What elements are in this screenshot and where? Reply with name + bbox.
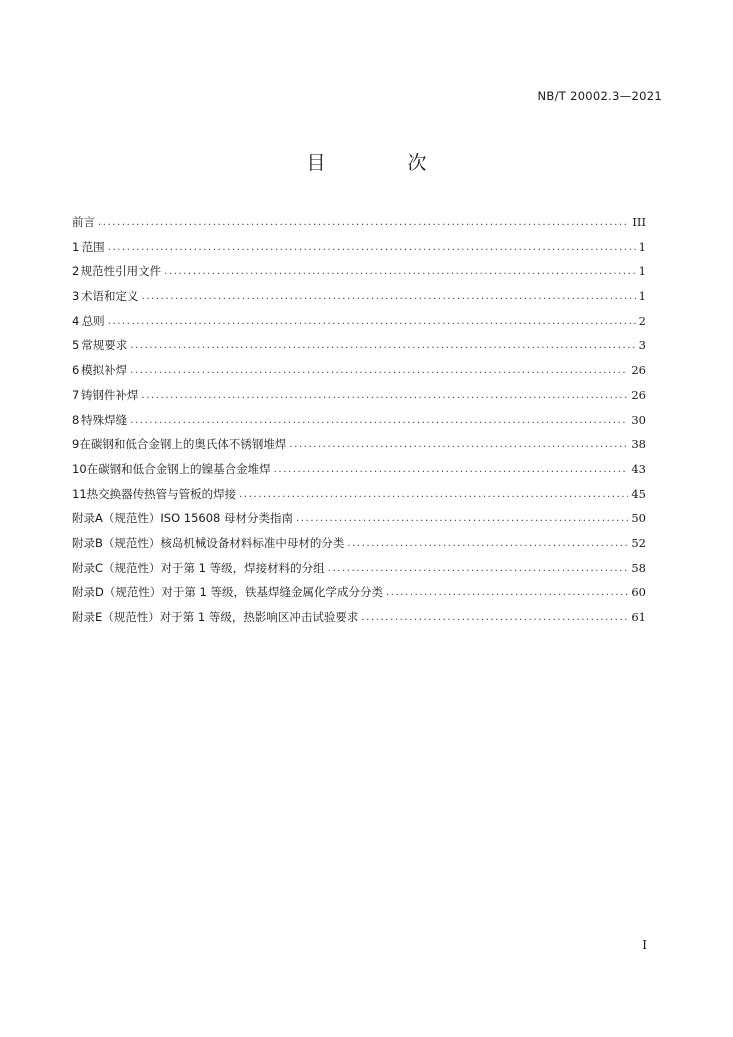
toc-entry-page: 26 [631, 363, 646, 378]
toc-entry-page: III [632, 215, 646, 229]
toc-entry-page: 60 [631, 585, 646, 600]
toc-entry-number: 1 [72, 239, 80, 254]
toc-entry-number: 附录D（规范性） [72, 585, 162, 600]
toc-entry-page: 30 [631, 412, 646, 427]
toc-leader-dots [130, 415, 628, 426]
toc-entry-number: 11 [72, 486, 87, 501]
toc-entry-title: 对于第 1 等级，铁基焊缝金属化学成分分类 [161, 585, 383, 600]
toc-entry-page: 1 [638, 289, 646, 304]
toc-entry-page: 2 [638, 313, 646, 328]
toc-entry-page: 26 [631, 387, 646, 402]
toc-entry[interactable] [72, 313, 646, 338]
toc-entry-title: 模拟补焊 [81, 363, 128, 378]
toc-entry-title: 常规要求 [81, 338, 128, 353]
toc-entry[interactable] [72, 288, 646, 313]
toc-entry[interactable] [72, 461, 646, 486]
toc-entry[interactable] [72, 535, 646, 560]
toc-leader-dots [274, 464, 629, 475]
toc-entry-title: 特殊焊缝 [81, 412, 128, 427]
toc-entry-number: 附录B（规范性） [72, 535, 161, 550]
toc-leader-dots [108, 316, 636, 327]
toc-entry-page: 50 [631, 511, 646, 526]
toc-entry-title: 范围 [81, 239, 105, 254]
toc-leader-dots [386, 587, 628, 598]
toc-leader-dots [296, 513, 628, 524]
toc-entry-number: 8 [72, 412, 80, 427]
toc-leader-dots [142, 291, 636, 302]
toc-entry-number: 10 [72, 461, 87, 476]
toc-entry-page: 1 [638, 264, 646, 279]
toc-leader-dots [239, 489, 628, 500]
toc-leader-dots [130, 340, 635, 351]
toc-leader-dots [328, 563, 629, 574]
toc-entry-title: 术语和定义 [81, 289, 139, 304]
toc-leader-dots [289, 439, 628, 450]
toc-entry[interactable] [72, 337, 646, 362]
toc-entry[interactable] [72, 263, 646, 288]
toc-entry-title: 对于第 1 等级，焊接材料的分组 [160, 560, 325, 575]
toc-entry[interactable] [72, 387, 646, 412]
toc-entry[interactable] [72, 609, 646, 634]
toc-entry[interactable] [72, 412, 646, 437]
toc-entry[interactable] [72, 510, 646, 535]
toc-leader-dots [98, 217, 629, 228]
toc-entry-title: ISO 15608 母材分类指南 [160, 511, 294, 526]
toc-entry-number: 附录C（规范性） [72, 560, 161, 575]
toc-entry-page: 38 [631, 437, 646, 452]
toc-entry-number: 7 [72, 387, 80, 402]
toc-entry-page: 1 [638, 239, 646, 254]
toc-entry-title: 铸钢件补焊 [80, 387, 139, 402]
toc-entry-number: 2 [72, 264, 80, 279]
toc-leader-dots [108, 242, 636, 253]
toc-entry-page: 61 [631, 610, 646, 624]
toc-entry-number: 9 [72, 437, 80, 452]
toc-entry-number: 3 [72, 289, 80, 304]
toc-entry-title: 在碳钢和低合金钢上的奥氏体不锈钢堆焊 [79, 437, 287, 452]
toc-entry-page: 43 [631, 461, 646, 476]
toc-leader-dots [347, 538, 628, 549]
toc-entry-page: 52 [631, 535, 646, 550]
page-title: 目 次 [306, 152, 465, 174]
toc-entry-title: 前言 [72, 215, 95, 229]
toc-entry-page: 45 [631, 486, 646, 501]
toc-leader-dots [361, 612, 628, 623]
toc-entry-title: 规范性引用文件 [80, 264, 162, 279]
toc-leader-dots [164, 266, 636, 277]
toc-entry-title: 总则 [81, 313, 105, 328]
toc-entry[interactable] [72, 362, 646, 387]
toc-entry-title: 在碳钢和低合金钢上的镍基合金堆焊 [86, 461, 271, 476]
toc-entry-number: 附录E（规范性） [72, 610, 160, 624]
toc-entry[interactable] [72, 239, 646, 264]
toc-entry-title: 热交换器传热管与管板的焊接 [86, 486, 237, 501]
toc-entry-page: 58 [631, 560, 646, 575]
toc-entry[interactable] [72, 560, 646, 585]
toc-leader-dots [130, 365, 628, 376]
standard-number: NB/T 20002.3—2021 [537, 89, 662, 103]
toc-entry-number: 5 [72, 338, 80, 353]
toc-entry-title: 核岛机械设备材料标准中母材的分类 [160, 535, 345, 550]
toc-entry-title: 对于第 1 等级，热影响区冲击试验要求 [159, 610, 359, 624]
toc-entry[interactable] [72, 436, 646, 461]
toc-entry[interactable] [72, 584, 646, 609]
toc-entry[interactable] [72, 486, 646, 511]
toc-entry[interactable] [72, 214, 646, 239]
page-number: I [642, 938, 647, 952]
toc-entry-number: 附录A（规范性） [72, 511, 161, 526]
toc-entry-page: 3 [638, 338, 646, 353]
toc-entry-number: 4 [72, 313, 80, 328]
table-of-contents [72, 214, 646, 634]
toc-entry-number: 6 [72, 363, 80, 378]
toc-leader-dots [141, 390, 628, 401]
